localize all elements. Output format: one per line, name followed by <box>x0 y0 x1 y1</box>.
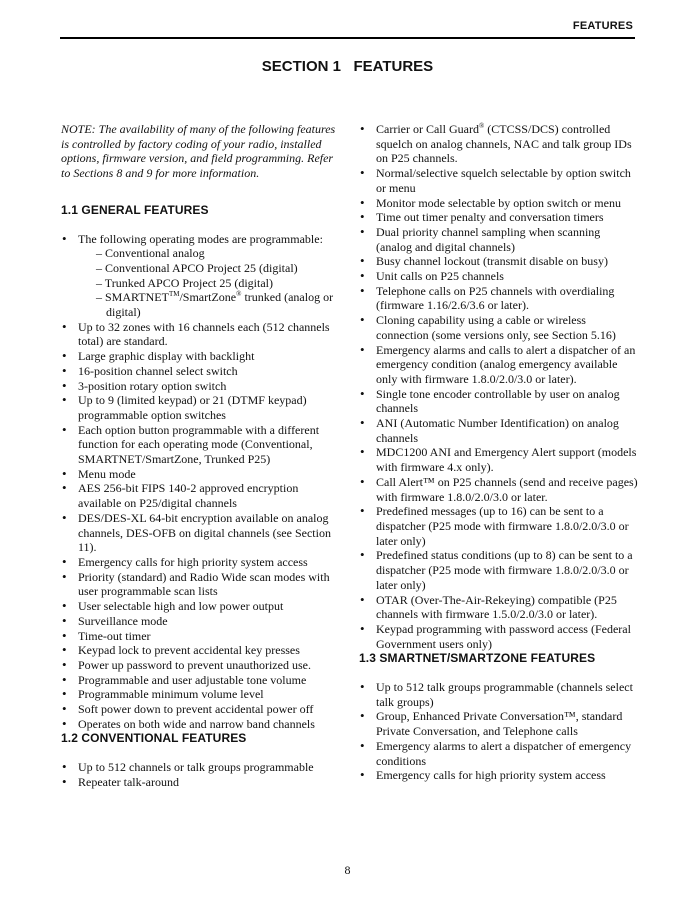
list-item: • Cloning capability using a cable or wireless connection (some versions only, see Section 5.16) <box>359 313 639 342</box>
list-item: – Conventional analog <box>96 246 205 261</box>
list-item: • 3-position rotary option switch <box>61 379 336 394</box>
general-features-heading: 1.1 GENERAL FEATURES <box>61 202 209 217</box>
list-item: • Programmable and user adjustable tone volume <box>61 673 336 688</box>
list-item <box>359 122 639 166</box>
list-item: • Time out timer penalty and conversation timers <box>359 210 639 225</box>
list-item: – Conventional APCO Project 25 (digital) <box>96 260 298 275</box>
operating-modes-list <box>78 246 336 320</box>
call-guard-text: Carrier or Call Guard <box>376 122 479 136</box>
list-item: • MDC1200 ANI and Emergency Alert support (models with firmware 4.x only). <box>359 445 639 474</box>
list-item <box>61 232 336 320</box>
list-item: • Keypad programming with password access (Federal Government users only) <box>359 622 639 651</box>
list-item: • Unit calls on P25 channels <box>359 269 639 284</box>
list-item: • Soft power down to prevent accidental power off <box>61 702 336 717</box>
list-item: • Emergency alarms to alert a dispatcher of emergency conditions <box>359 739 639 768</box>
operating-modes-intro: The following operating modes are programmable: <box>78 231 323 246</box>
list-item: • Emergency calls for high priority system access <box>359 768 639 783</box>
list-item: • Programmable minimum volume level <box>61 687 336 702</box>
running-head: FEATURES <box>572 20 633 32</box>
smartnet-features-list <box>359 680 639 783</box>
list-item: • Surveillance mode <box>61 614 336 629</box>
list-item: • Group, Enhanced Private Conversation™, standard Private Conversation, and Telephone calls <box>359 709 639 738</box>
list-item: • Call Alert™ on P25 channels (send and receive pages) with firmware 1.8.0/2.0/3.0 or later. <box>359 475 639 504</box>
list-item: • Up to 512 talk groups programmable (channels select talk groups) <box>359 680 639 709</box>
list-item: • Telephone calls on P25 channels with overdialing (firmware 1.16/2.6/3.6 or later). <box>359 284 639 313</box>
list-item: • OTAR (Over-The-Air-Rekeying) compatible (P25 channels with firmware 1.5.0/2.0/3.0 or later). <box>359 593 639 622</box>
list-item: • Each option button programmable with a different function for each operating mode (Conventional, SMARTNET/SmartZone, Trunked P25) <box>61 423 336 467</box>
list-item: • Power up password to prevent unauthorized use. <box>61 658 336 673</box>
page-number: 8 <box>344 863 351 877</box>
header-rule <box>60 37 635 39</box>
call-guard-text-cont: (CTCSS/DCS) controlled squelch on analog channels, NAC and talk group IDs on P25 channels. <box>376 122 632 166</box>
list-item: – Trunked APCO Project 25 (digital) <box>96 275 274 290</box>
list-item: • Emergency alarms and calls to alert a dispatcher of an emergency condition (analog emergency available only with firmware 1.8.0/2.0/3.0 or later). <box>359 343 639 387</box>
registered-mark: ® <box>236 290 242 299</box>
list-item: • 16-position channel select switch <box>61 364 336 379</box>
list-item: • Large graphic display with backlight <box>61 349 336 364</box>
list-item: • Dual priority channel sampling when scanning (analog and digital channels) <box>359 225 639 254</box>
conventional-features-list <box>61 760 336 789</box>
list-item <box>96 290 336 319</box>
registered-mark: ® <box>478 122 485 130</box>
list-item: • Keypad lock to prevent accidental key presses <box>61 643 336 658</box>
general-features-list <box>61 232 336 732</box>
list-item: • Emergency calls for high priority system access <box>61 555 336 570</box>
list-item: • Menu mode <box>61 467 336 482</box>
mode-smartzone: /SmartZone <box>179 290 237 305</box>
list-item: • Repeater talk-around <box>61 775 336 790</box>
list-item: • Up to 512 channels or talk groups programmable <box>61 760 336 775</box>
list-item: • Up to 9 (limited keypad) or 21 (DTMF keypad) programmable option switches <box>61 393 336 422</box>
list-item: • Monitor mode selectable by option switch or menu <box>359 196 639 211</box>
trademark-mark: TM <box>168 290 180 299</box>
mode-trunked-suffix: trunked (analog or digital) <box>106 290 334 320</box>
list-item: • Time-out timer <box>61 629 336 644</box>
smartnet-features-heading: 1.3 SMARTNET/SMARTZONE FEATURES <box>359 651 596 666</box>
list-item: • ANI (Automatic Number Identification) on analog channels <box>359 416 639 445</box>
list-item: • Up to 32 zones with 16 channels each (512 channels total) are standard. <box>61 320 336 349</box>
right-column <box>359 122 639 783</box>
left-column <box>61 122 336 790</box>
availability-note: NOTE: The availability of many of the following features is controlled by factory coding of your radio, installed options, firmware version, and field programming. Refer to Sections 8 and 9 for more information. <box>61 122 336 181</box>
conventional-features-heading: 1.2 CONVENTIONAL FEATURES <box>61 731 247 746</box>
mode-smartnet: – SMARTNET <box>96 290 169 305</box>
list-item: • Operates on both wide and narrow band channels <box>61 717 336 732</box>
list-item: • Predefined status conditions (up to 8) can be sent to a dispatcher (P25 mode with firmware 1.8.0/2.0/3.0 or later only) <box>359 548 639 592</box>
list-item: • Predefined messages (up to 16) can be sent to a dispatcher (P25 mode with firmware 1.8.0/2.0/3.0 or later only) <box>359 504 639 548</box>
list-item: • Priority (standard) and Radio Wide scan modes with user programmable scan lists <box>61 570 336 599</box>
list-item: • AES 256-bit FIPS 140-2 approved encryption available on P25/digital channels <box>61 481 336 510</box>
list-item: • DES/DES-XL 64-bit encryption available on analog channels, DES-OFB on digital channels (see Section 11). <box>61 511 336 555</box>
list-item: • Single tone encoder controllable by user on analog channels <box>359 387 639 416</box>
list-item: • Busy channel lockout (transmit disable on busy) <box>359 254 639 269</box>
page-title: SECTION 1 FEATURES <box>261 58 434 75</box>
conventional-features-list-continued <box>359 122 639 651</box>
list-item: • User selectable high and low power output <box>61 599 336 614</box>
list-item: • Normal/selective squelch selectable by option switch or menu <box>359 166 639 195</box>
